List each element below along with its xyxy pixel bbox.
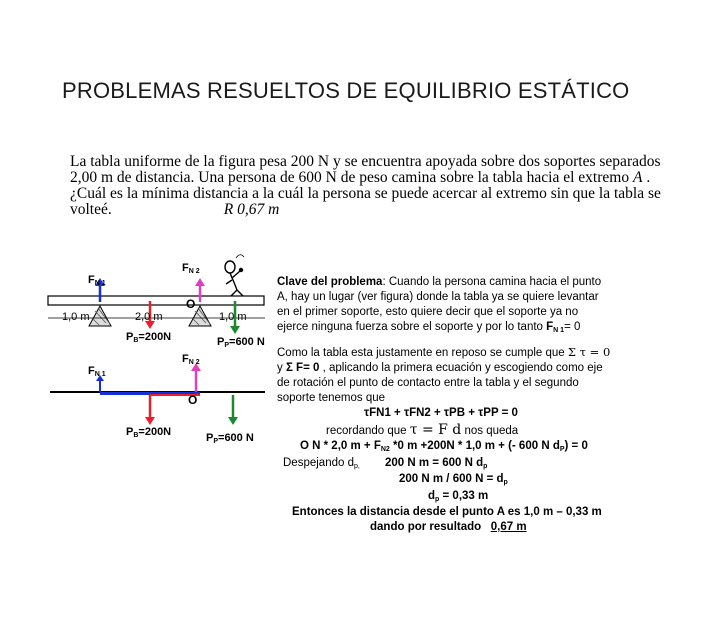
diagram-2: [40, 355, 280, 430]
moment-equation: O N * 2,0 $m + F_{N2}$ *0 m +200N * 1,0 m + (- 600 N $d_P) = 0$: [300, 440, 588, 453]
conclusion-line-2: dando por resultado 0,67 m: [370, 521, 527, 533]
final-result: 0,67 m: [490, 521, 527, 533]
dist-3: 1,0 m: [219, 311, 247, 323]
pivot-o-2: O: [188, 393, 198, 407]
key-line-3: en el primer soporte, esto quiere decir que el soporte ya no: [277, 306, 579, 318]
problem-text2: . ¿Cuál es la mínima distancia a la cuál la persona se puede acercar al extremo sin que la tabla se volteé.: [70, 169, 661, 218]
axis-line-2: soporte tenemos que: [277, 392, 386, 404]
problem-extremo: A: [632, 169, 643, 186]
problem-answer: R 0,67 m: [223, 201, 280, 218]
pp-label-2: $P_P=600$ N: [206, 432, 254, 445]
equilibrium-block: [277, 345, 610, 406]
pb-label-1: $P_B=200N$: [126, 331, 172, 344]
fn2-label-1: $F_{N 2}$: [182, 262, 200, 275]
fn1-label-2: $F_{N 1}$: [88, 365, 106, 378]
and-line: y Σ F= 0 , aplicando la primera ecuación y escogiendo como eje: [277, 362, 603, 374]
solve-eq-2: 200 N m / 600 $N = d_p$: [399, 473, 508, 486]
solve-label: Despejando $d_{p,}$: [283, 457, 360, 470]
key-line-4: ejerce ninguna fuerza sobre el soporte y por lo tanto $F_{N 1}= 0$: [277, 321, 581, 334]
solve-eq-3: $d_p = 0,33$ m: [428, 490, 489, 503]
plank-1: [48, 296, 264, 305]
pb-label-2: $P_B=200N$: [126, 426, 172, 439]
pivot-o-1: O: [186, 297, 196, 311]
fn2-label-2: $F_{N 2}$: [182, 353, 200, 366]
torque-equation: τFN1 + τFN2 + τPB + τPP = 0: [364, 407, 518, 419]
key-line-2: A, hay un lugar (ver figura) donde la tabla ya se quiere levantar: [277, 291, 599, 303]
key-line-1: Clave del problema: Cuando la persona camina hacia el punto: [277, 276, 602, 288]
fn1-label-1: $F_{N 1}$: [88, 274, 106, 287]
conclusion-line-1: Entonces la distancia desde el punto A es 1,0 m – 0,33 m: [292, 506, 602, 518]
person-icon: [225, 255, 244, 296]
explanation-block: [277, 275, 601, 338]
recall-line: recordando que τ = F d nos queda: [326, 422, 519, 438]
rest-line: Como la tabla esta justamente en reposo se cumple que Σ τ = 0: [277, 345, 611, 359]
solve-eq-1: 200 N m = 600 N $d_p$: [385, 457, 488, 470]
dist-2: 2,0 m: [135, 311, 163, 323]
pp-label-1: $P_P=600$ N: [217, 336, 265, 349]
dist-1: 1,0 m: [62, 311, 90, 323]
support-left-1: [89, 306, 111, 326]
page-title: PROBLEMAS RESUELTOS DE EQUILIBRIO ESTÁTICO: [62, 78, 630, 103]
problem-text: La tabla uniforme de la figura pesa 200 N y se encuentra apoyada sobre dos soportes separados 2,00 m de distancia. Una persona de 600 N de peso camina sobre la tabla hacia el extremo: [70, 153, 661, 186]
axis-line: de rotación el punto de contacto entre la tabla y el segundo: [277, 377, 579, 389]
problem-statement: [70, 154, 690, 218]
